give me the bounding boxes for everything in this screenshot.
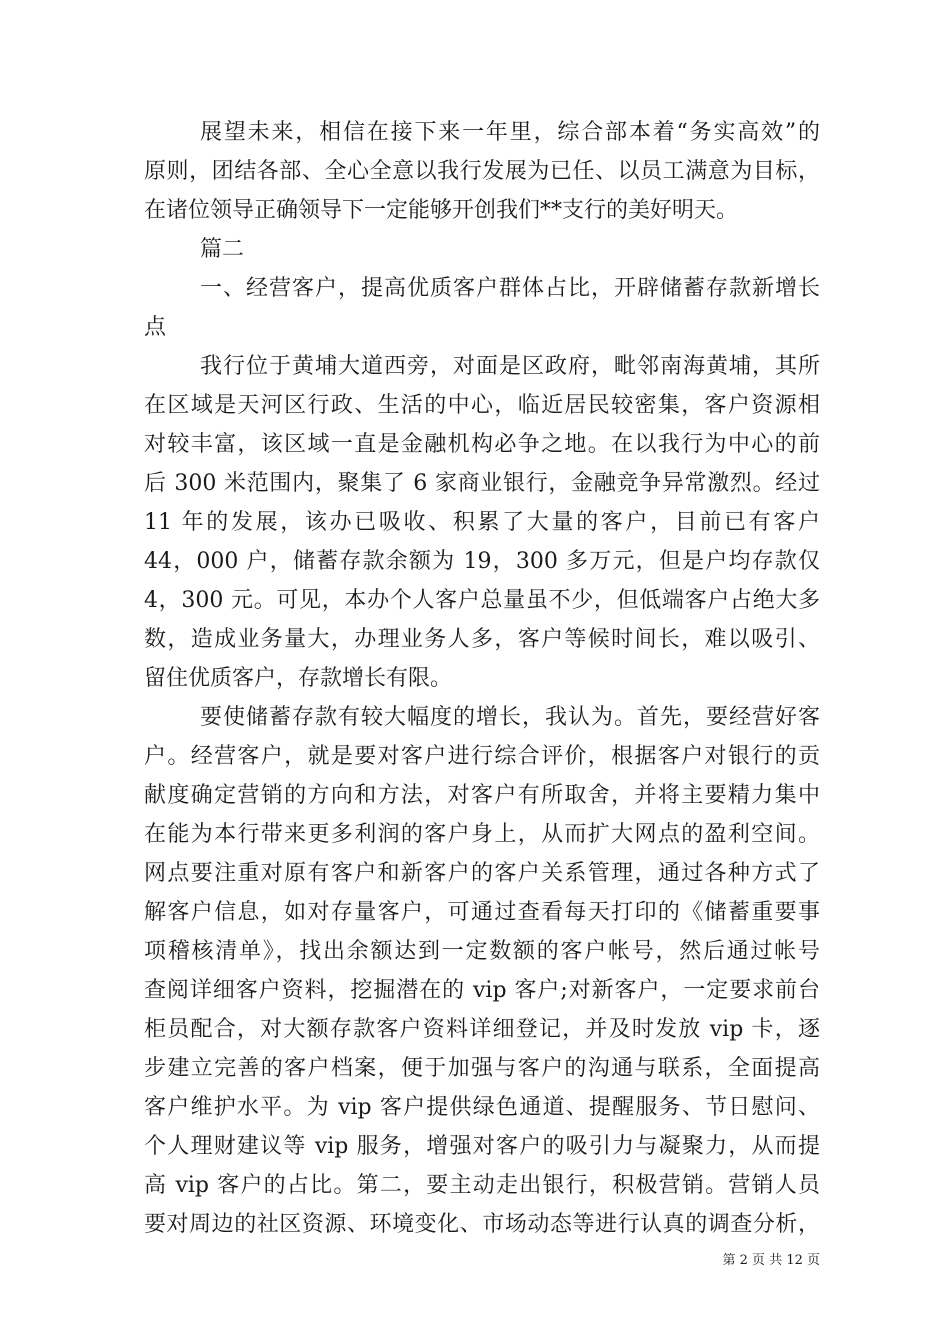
page-number: 第 2 页 共 12 页 xyxy=(722,1253,820,1268)
text-line: 一、经营客户，提高优质客户群体占比，开辟储蓄存款新增长 xyxy=(200,276,820,301)
text-line: 留住优质客户，存款增长有限。 xyxy=(144,666,453,691)
text-line: 在能为本行带来更多利润的客户身上，从而扩大网点的盈利空间。 xyxy=(144,822,820,847)
text-line: 展望未来，相信在接下来一年里，综合部本着“务实高效”的 xyxy=(200,120,820,145)
text-line: 44，000 户，储蓄存款余额为 19，300 多万元，但是户均存款仅 xyxy=(144,549,820,574)
text-line: 点 xyxy=(144,315,167,340)
text-line: 后 300 米范围内，聚集了 6 家商业银行，金融竞争异常激烈。经过 xyxy=(144,471,820,496)
text-line: 项稽核清单》，找出余额达到一定数额的客户帐号，然后通过帐号 xyxy=(144,939,820,964)
section-title xyxy=(144,269,820,347)
document-body xyxy=(144,113,820,1244)
text-line: 高 vip 客户的占比。第二，要主动走出银行，积极营销。营销人员 xyxy=(144,1173,820,1198)
text-line: 步建立完善的客户档案，便于加强与客户的沟通与联系，全面提高 xyxy=(144,1056,820,1081)
text-line: 原则，团结各部、全心全意以我行发展为已任、以员工满意为目标， xyxy=(144,159,820,184)
text-line: 对较丰富，该区域一直是金融机构必争之地。在以我行为中心的前 xyxy=(144,432,820,457)
text-line: 在诸位领导正确领导下一定能够开创我们**支行的美好明天。 xyxy=(144,198,739,223)
text-line: 网点要注重对原有客户和新客户的客户关系管理，通过各种方式了 xyxy=(144,861,820,886)
text-line: 查阅详细客户资料，挖掘潜在的 vip 客户;对新客户，一定要求前台 xyxy=(144,978,820,1003)
section-heading: 篇二 xyxy=(200,237,245,262)
paragraph-strategy xyxy=(144,698,820,1244)
text-line: 要使储蓄存款有较大幅度的增长，我认为。首先，要经营好客 xyxy=(200,705,820,730)
text-line: 要对周边的社区资源、环境变化、市场动态等进行认真的调查分析， xyxy=(144,1212,820,1237)
text-line: 4，300 元。可见，本办个人客户总量虽不少，但低端客户占绝大多 xyxy=(144,588,820,613)
text-line: 柜员配合，对大额存款客户资料详细登记，并及时发放 vip 卡，逐 xyxy=(144,1017,820,1042)
text-line: 解客户信息，如对存量客户，可通过查看每天打印的《储蓄重要事 xyxy=(144,900,820,925)
text-line: 数，造成业务量大，办理业务人多，客户等候时间长，难以吸引、 xyxy=(144,627,820,652)
text-line: 户。经营客户，就是要对客户进行综合评价，根据客户对银行的贡 xyxy=(144,744,820,769)
text-line: 我行位于黄埔大道西旁，对面是区政府，毗邻南海黄埔，其所 xyxy=(200,354,820,379)
text-line: 个人理财建议等 vip 服务，增强对客户的吸引力与凝聚力，从而提 xyxy=(144,1134,820,1159)
text-line: 客户维护水平。为 vip 客户提供绿色通道、提醒服务、节日慰问、 xyxy=(144,1095,820,1120)
text-line: 献度确定营销的方向和方法，对客户有所取舍，并将主要精力集中 xyxy=(144,783,820,808)
paragraph-location xyxy=(144,347,820,698)
paragraph-closing xyxy=(144,113,820,230)
text-line: 11 年的发展，该办已吸收、积累了大量的客户，目前已有客户 xyxy=(144,510,820,535)
text-line: 在区域是天河区行政、生活的中心，临近居民较密集，客户资源相 xyxy=(144,393,820,418)
